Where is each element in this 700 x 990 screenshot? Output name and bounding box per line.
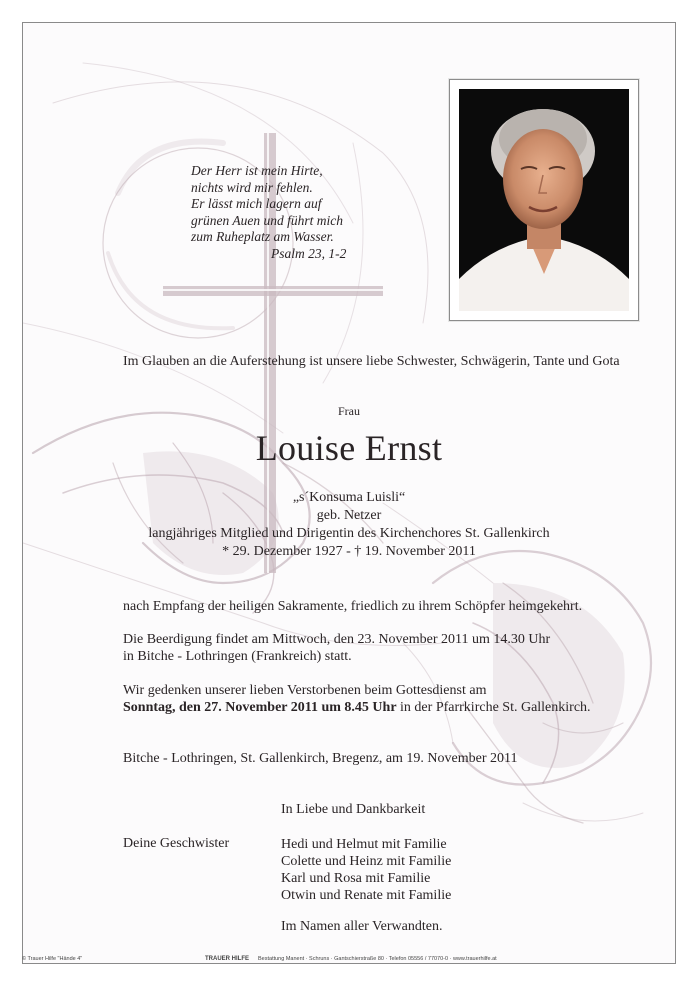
service-place: in der Pfarrkirche St. Gallenkirch.	[396, 700, 591, 715]
life-dates: * 29. Dezember 1927 - † 19. November 2011	[222, 544, 476, 559]
service-line: Wir gedenken unserer lieben Verstorbenen beim Gottesdienst am	[123, 683, 487, 698]
relatives-text: Im Namen aller Verwandten.	[281, 919, 443, 934]
closing-text: In Liebe und Dankbarkeit	[281, 802, 426, 817]
service-line	[123, 699, 653, 716]
family-item: Otwin und Renate mit Familie	[281, 888, 452, 903]
service-date: Sonntag, den 27. November 2011 um 8.45 Uhr	[123, 700, 397, 715]
role-text: langjähriges Mitglied und Dirigentin des Kirchenchores St. Gallenkirch	[148, 526, 550, 541]
footer-imprint: Bestattung Manent · Schruns · Gantschierstraße 80 · Telefon 05556 / 77070-0 · www.trauerhilfe.at	[258, 956, 497, 962]
footer-copyright: © Trauer Hilfe "Hände 4"	[22, 956, 83, 962]
nickname: „s´Konsuma Luisli“	[292, 490, 406, 505]
intro-text: Im Glauben an die Auferstehung ist unsere liebe Schwester, Schwägerin, Tante und Gota	[123, 354, 620, 369]
maiden-name: geb. Netzer	[316, 508, 382, 523]
portrait-frame	[449, 79, 639, 321]
psalm-line: Er lässt mich lagern auf	[191, 196, 322, 211]
funeral-line: in Bitche - Lothringen (Frankreich) statt.	[123, 649, 352, 664]
psalm-reference: Psalm 23, 1-2	[271, 245, 347, 261]
family-item: Hedi und Helmut mit Familie	[281, 837, 447, 852]
psalm-quote	[191, 163, 391, 262]
salutation: Frau	[338, 404, 360, 418]
psalm-line: grünen Auen und führt mich	[191, 212, 343, 228]
family-item: Colette und Heinz mit Familie	[281, 854, 452, 869]
psalm-line: Der Herr ist mein Hirte,	[191, 163, 323, 178]
family-list	[281, 836, 451, 904]
deceased-name: Louise Ernst	[255, 428, 443, 468]
psalm-line: nichts wird mir fehlen.	[191, 179, 313, 195]
funeral-line: Die Beerdigung findet am Mittwoch, den 23. November 2011 um 14.30 Uhr	[123, 632, 551, 647]
signer-label: Deine Geschwister	[123, 836, 230, 851]
funeral-info	[123, 631, 653, 665]
psalm-line: zum Ruheplatz am Wasser.	[191, 229, 334, 244]
portrait-photo	[459, 89, 629, 311]
family-item: Karl und Rosa mit Familie	[281, 871, 431, 886]
obituary-card	[22, 22, 676, 964]
footer-brand: TRAUER HILFE	[205, 956, 249, 962]
passing-text: nach Empfang der heiligen Sakramente, friedlich zu ihrem Schöpfer heimgekehrt.	[123, 599, 583, 614]
service-info	[123, 682, 653, 716]
place-date: Bitche - Lothringen, St. Gallenkirch, Bregenz, am 19. November 2011	[123, 751, 518, 766]
